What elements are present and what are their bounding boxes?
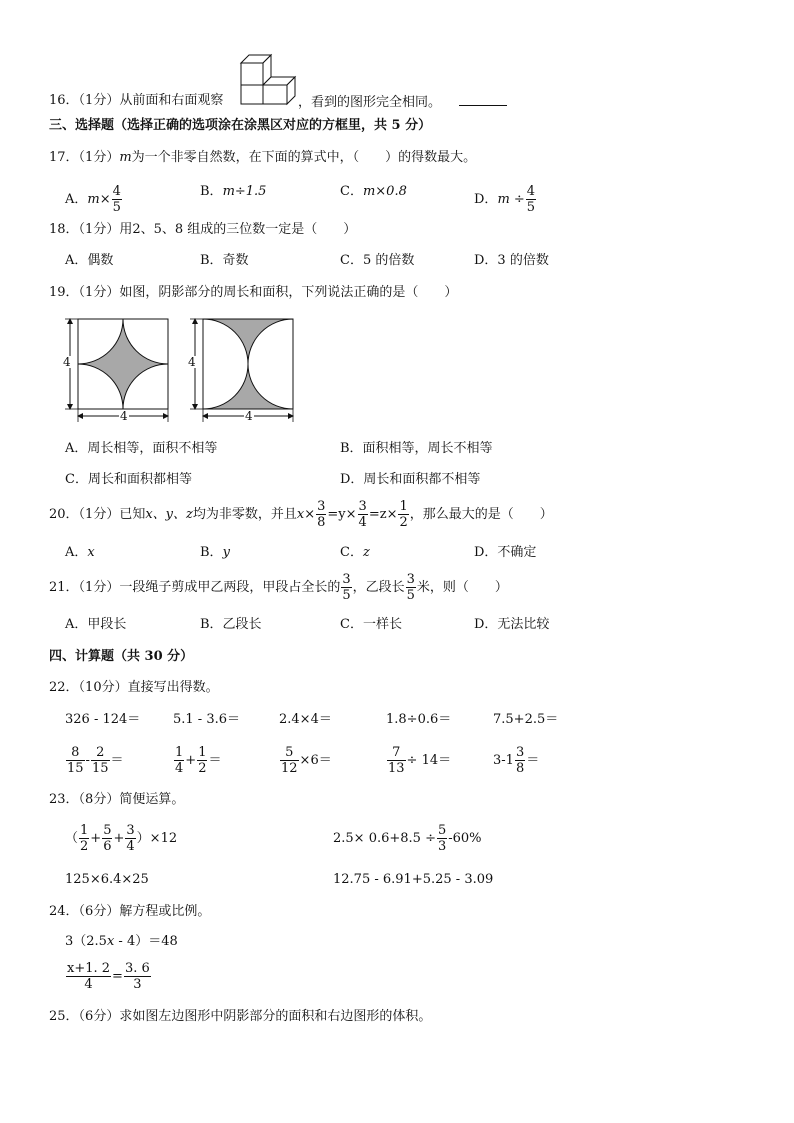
q20-text-a: 20．（1分）已知 — [49, 507, 146, 522]
fraction — [515, 745, 525, 776]
numerator: 3 — [342, 572, 351, 587]
q18-option-d[interactable]: D．3 的倍数 — [474, 253, 549, 268]
q20-eq-z: =z× — [368, 507, 398, 522]
q24-equation-1 — [65, 934, 178, 950]
question-19: 19．（1分）如图，阴影部分的周长和面积，下列说法正确的是（ ） — [49, 285, 458, 300]
numerator: 1 — [399, 499, 408, 514]
q17-text-a: 17．（1分） — [49, 150, 120, 165]
option-letter: A． — [65, 192, 88, 207]
denominator: 15 — [91, 761, 109, 776]
operator: + — [90, 831, 102, 846]
q22-item-7 — [173, 744, 221, 778]
question-20 — [49, 498, 553, 532]
numerator: 7 — [387, 745, 406, 761]
denominator: 4 — [84, 977, 93, 992]
q20-eq-y: =y× — [327, 507, 357, 522]
q19-option-c[interactable]: C．周长和面积都相等 — [65, 472, 192, 487]
q16-text-b: ，看到的图形完全相同。 — [298, 95, 442, 110]
fraction — [280, 745, 299, 776]
denominator: 8 — [317, 515, 326, 530]
q21-text-a: 21．（1分）一段绳子剪成甲乙两段，甲段占全长的 — [49, 580, 341, 595]
expr-rest: ×6＝ — [299, 753, 332, 768]
question-18: 18．（1分）用2、5、8 组成的三位数一定是（ ） — [49, 222, 357, 237]
option-expr: m× — [87, 192, 111, 207]
option-var: y — [222, 545, 230, 560]
denominator: 15 — [67, 761, 84, 776]
eq-part: 3（2.5 — [65, 934, 107, 949]
numerator: 3 — [515, 745, 525, 760]
answer-blank[interactable] — [459, 93, 507, 106]
fraction — [387, 745, 406, 776]
denominator: 2 — [198, 761, 207, 776]
q18-option-b[interactable]: B．奇数 — [200, 253, 249, 268]
question-25: 25．（6分）求如图左边图形中阴影部分的面积和右边图形的体积。 — [49, 1009, 432, 1024]
q19-option-b[interactable]: B．面积相等，周长不相等 — [340, 441, 493, 456]
numerator: 3 — [317, 499, 326, 514]
numerator: 1 — [80, 823, 89, 838]
denominator: 2 — [80, 839, 89, 854]
numerator: 3 — [126, 823, 135, 838]
q23-expr-1 — [65, 822, 177, 856]
figure-semicircle-square — [185, 312, 300, 427]
q20-x: x — [296, 507, 305, 522]
figure-star-square — [60, 312, 175, 427]
numerator: 2 — [91, 745, 110, 761]
expr-rest: ÷ 14＝ — [406, 753, 452, 768]
denominator: 4 — [358, 515, 367, 530]
q20-text-c: ，那么最大的是（ ） — [409, 507, 553, 522]
option-letter: A． — [65, 545, 88, 560]
q23-expr-3: 125×6.4×25 — [65, 872, 149, 887]
q20-option-b[interactable] — [200, 545, 230, 561]
dim-label-left-2: 4 — [188, 355, 196, 369]
dim-label-bottom-2: 4 — [245, 409, 253, 423]
q17-option-b[interactable] — [200, 184, 266, 200]
q21-text-b: ，乙段长 — [352, 580, 405, 595]
denominator: 3 — [133, 977, 142, 992]
denominator: 2 — [399, 515, 408, 530]
q23-expr-2 — [333, 822, 482, 856]
denominator: 13 — [388, 761, 405, 776]
q21-option-b[interactable]: B．乙段长 — [200, 617, 262, 632]
numerator: 1 — [175, 745, 184, 760]
denominator: 5 — [342, 588, 351, 603]
option-letter: C． — [340, 184, 363, 199]
fraction — [112, 184, 122, 215]
equals: ＝ — [208, 753, 222, 768]
section-4-heading: 四、计算题（共 30 分） — [49, 649, 194, 664]
q17-option-d[interactable] — [474, 184, 537, 215]
q22-item-9 — [386, 744, 451, 778]
q20-option-d[interactable]: D．不确定 — [474, 545, 537, 560]
denominator: 6 — [103, 839, 112, 854]
question-23: 23．（8分）简便运算。 — [49, 792, 185, 807]
expr-pre: 3-1 — [493, 753, 514, 768]
fraction — [197, 745, 207, 776]
section-3-heading: 三、选择题（选择正确的选项涂在涂黑区对应的方框里，共 5 分） — [49, 118, 432, 133]
q24-equation-2 — [65, 959, 152, 995]
fraction — [174, 745, 184, 776]
denominator: 4 — [175, 761, 184, 776]
numerator: 3 — [406, 572, 415, 587]
numerator: 5 — [437, 823, 447, 838]
q18-option-a[interactable]: A．偶数 — [65, 253, 114, 268]
denominator: 5 — [526, 200, 536, 215]
q22-item-5: 7.5+2.5＝ — [493, 712, 559, 727]
expr-pre: 2.5× 0.6+8.5 ÷ — [333, 831, 436, 846]
q19-option-a[interactable]: A．周长相等，面积不相等 — [65, 441, 218, 456]
q22-item-2: 5.1 - 3.6＝ — [173, 712, 241, 727]
equals: ＝ — [526, 753, 540, 768]
q23-expr-4: 12.75 - 6.91+5.25 - 3.09 — [333, 872, 494, 887]
q22-item-6 — [65, 744, 124, 778]
q17-option-c[interactable] — [340, 184, 407, 200]
question-22: 22．（10分）直接写出得数。 — [49, 680, 219, 695]
denominator: 8 — [515, 761, 525, 776]
q22-item-8 — [279, 744, 332, 778]
fraction — [437, 823, 447, 854]
numerator: 4 — [526, 184, 536, 199]
numerator: 4 — [112, 184, 121, 199]
q21-option-c[interactable]: C．一样长 — [340, 617, 402, 632]
fraction — [91, 745, 110, 776]
option-expr: m×0.8 — [362, 184, 407, 199]
fraction — [526, 184, 536, 215]
q19-option-d[interactable]: D．周长和面积都不相等 — [340, 472, 481, 487]
fraction — [358, 499, 368, 530]
expr-post: -60% — [448, 831, 482, 846]
numerator: 8 — [66, 745, 85, 761]
numerator: 5 — [280, 745, 299, 761]
option-var: z — [362, 545, 370, 560]
paren-close: ）×12 — [136, 831, 178, 846]
fraction — [102, 823, 112, 854]
q22-item-10 — [493, 744, 539, 778]
q21-text-c: 米，则（ ） — [416, 580, 508, 595]
numerator: 1 — [198, 745, 207, 760]
denominator: 12 — [281, 761, 298, 776]
numerator: 5 — [103, 823, 112, 838]
q20-vars: x、y、z — [145, 507, 193, 522]
q16-text-b-wrap — [298, 93, 507, 111]
fraction — [66, 745, 85, 776]
fraction — [125, 823, 135, 854]
denominator: 5 — [406, 588, 415, 603]
question-21 — [49, 571, 508, 605]
fraction — [124, 961, 151, 992]
option-letter: B． — [200, 545, 223, 560]
fraction — [398, 499, 408, 530]
q18-option-c[interactable]: C．5 的倍数 — [340, 253, 415, 268]
fraction — [341, 572, 351, 603]
eq-var: x — [106, 934, 115, 949]
operator: + — [113, 831, 125, 846]
q16-text-a: 16．（1分）从前面和右面观察 — [49, 93, 224, 108]
denominator: 4 — [126, 839, 135, 854]
fraction — [406, 572, 416, 603]
equals: ＝ — [110, 753, 124, 768]
option-expr: m÷1.5 — [222, 184, 267, 199]
q21-option-d[interactable]: D．无法比较 — [474, 617, 550, 632]
denominator: 3 — [437, 839, 447, 854]
question-24: 24．（6分）解方程或比例。 — [49, 904, 211, 919]
q17-option-a[interactable] — [65, 184, 123, 215]
q20-option-c[interactable] — [340, 545, 370, 561]
cube-stack-figure — [241, 55, 297, 105]
numerator: 3 — [358, 499, 367, 514]
eq-part: - 4）＝48 — [114, 934, 178, 949]
q17-text-b: 为一个非零自然数，在下面的算式中，（ ）的得数最大。 — [131, 150, 477, 165]
dim-label-left-1: 4 — [63, 355, 71, 369]
dim-label-bottom-1: 4 — [120, 409, 128, 423]
q17-var: m — [119, 150, 132, 165]
denominator: 5 — [112, 200, 121, 215]
equals: = — [112, 969, 123, 984]
option-letter: D． — [474, 192, 498, 207]
q20-text-b: 均为非零数，并且 — [192, 507, 297, 522]
numerator: x+1. 2 — [67, 961, 111, 976]
operator: - — [85, 753, 90, 768]
option-expr: m ÷ — [497, 192, 525, 207]
option-letter: C． — [340, 545, 363, 560]
question-17 — [49, 150, 476, 166]
operator: + — [185, 753, 197, 768]
option-var: x — [87, 545, 95, 560]
paren-open: （ — [65, 831, 79, 846]
q22-item-1: 326 - 124＝ — [65, 712, 141, 727]
q22-item-3: 2.4×4＝ — [279, 712, 332, 727]
option-letter: B． — [200, 184, 223, 199]
numerator: 3. 6 — [124, 961, 150, 976]
q20-times: × — [304, 507, 316, 522]
q21-option-a[interactable]: A．甲段长 — [65, 617, 127, 632]
fraction — [79, 823, 89, 854]
question-16 — [49, 93, 223, 109]
fraction — [66, 961, 111, 992]
q20-option-a[interactable] — [65, 545, 95, 561]
q22-item-4: 1.8÷0.6＝ — [386, 712, 452, 727]
fraction — [316, 499, 326, 530]
